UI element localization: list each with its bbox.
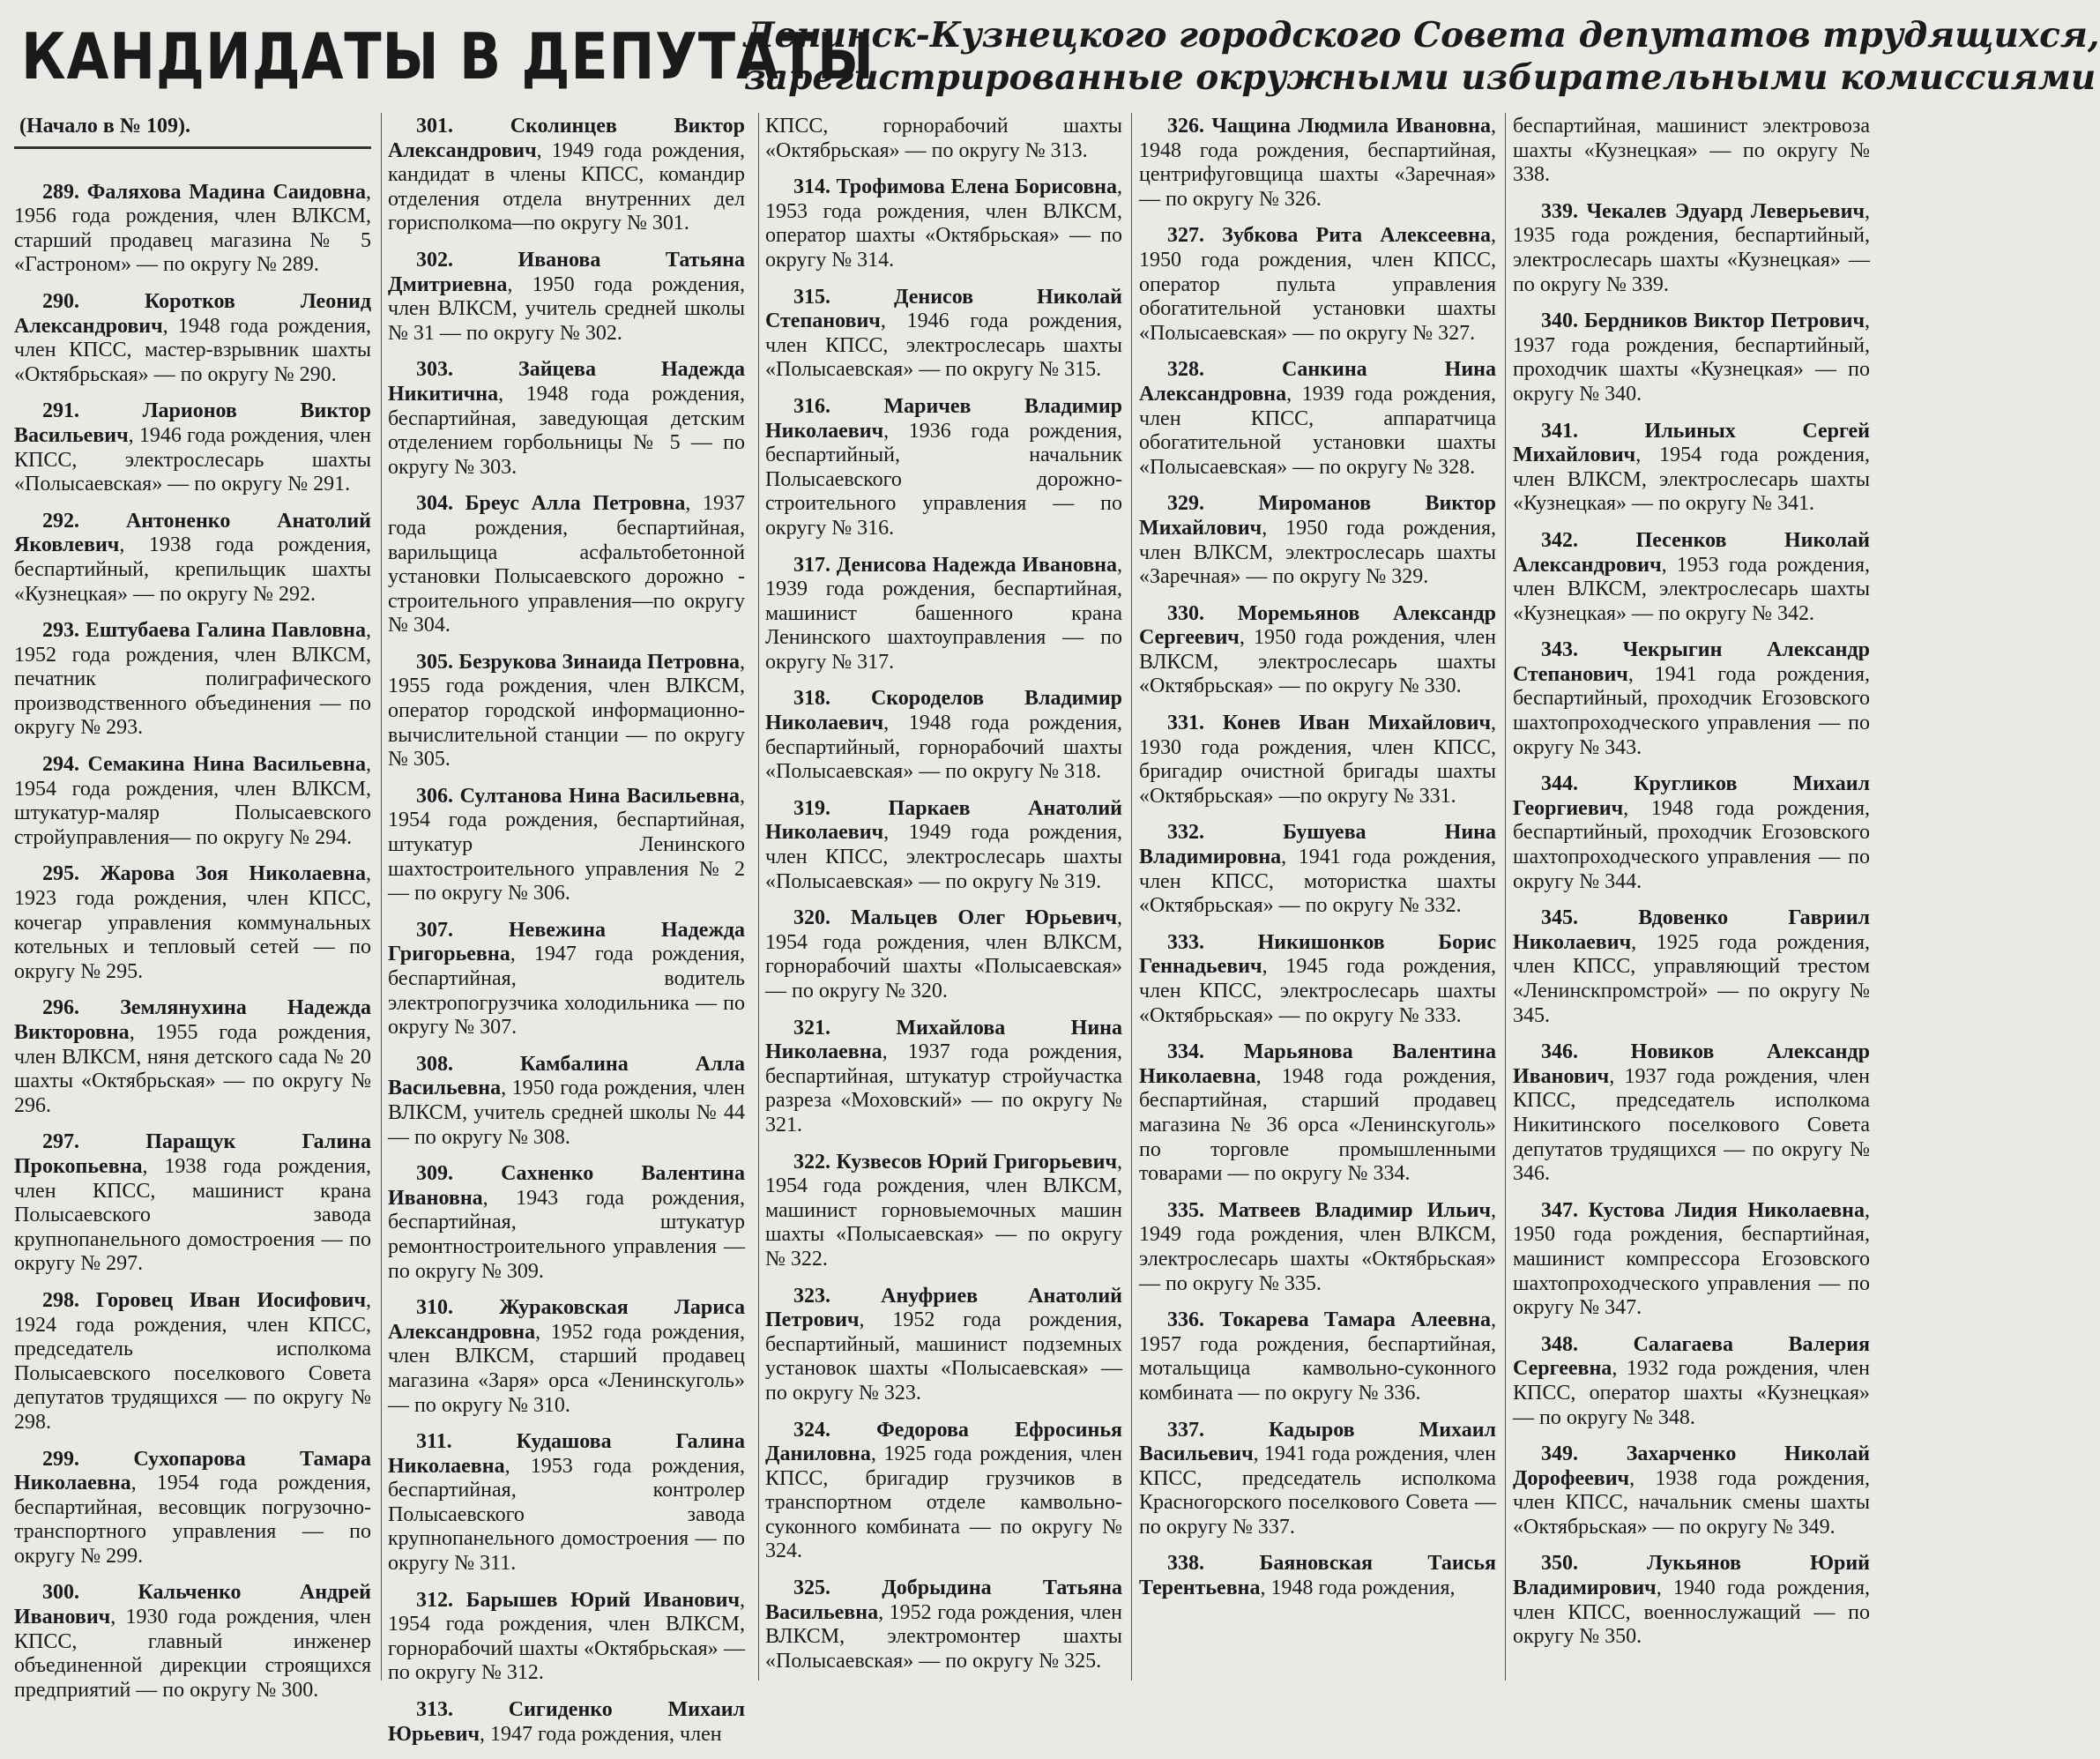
candidate-entry: [765, 175, 1122, 272]
entry-number: 300.: [42, 1581, 138, 1605]
candidate-entry: [388, 1698, 745, 1747]
candidate-name: Зайцева Надежда Никитична: [388, 358, 745, 406]
candidate-details: , 1937 года рождения, член КПСС, председатель исполкома Никитинского поселкового Совета депутатов трудящихся — по округу № 346.: [1513, 1064, 1870, 1186]
entry-number: 333.: [1167, 930, 1258, 954]
candidate-details: , 1938 года рождения, член КПСС, начальник смены шахты «Октябрьская» — по округу № 349.: [1513, 1466, 1870, 1539]
candidate-name: Вдовенко Гавриил Николаевич: [1513, 906, 1870, 954]
candidate-name: Мироманов Виктор Михайлович: [1139, 492, 1497, 540]
candidate-entry: [1139, 1040, 1496, 1187]
candidate-details: , 1939 года рождения, беспартийная, машинист башенного крана Ленинского шахтоуправления — по округу № 317.: [765, 553, 1123, 674]
candidate-details: , 1954 года рождения, член ВЛКСМ, электрослесарь шахты «Кузнецкая» — по округу № 341.: [1513, 443, 1870, 516]
candidate-name: Конев Иван Михайлович: [1222, 712, 1491, 735]
candidate-entry: [765, 554, 1122, 675]
candidate-name: Семакина Нина Васильевна: [87, 753, 366, 777]
candidate-entry: [1513, 1552, 1870, 1649]
continued-entry-text: беспартийная, машинист электровоза шахты «Кузнецкая» — по округу № 338.: [1513, 115, 1870, 187]
candidate-details: , 1957 года рождения, беспартийная, мотальщица камвольно-суконного комбината — по округу № 336.: [1139, 1308, 1497, 1405]
candidate-name: Трофимова Елена Борисовна: [836, 175, 1118, 199]
candidate-name: Ларионов Виктор Васильевич: [14, 399, 372, 447]
entry-number: 322.: [793, 1150, 837, 1174]
column-rule: [1505, 113, 1506, 1681]
candidate-entry: [388, 785, 745, 906]
candidate-entry: [14, 1130, 371, 1277]
candidate-entry: [1139, 358, 1496, 480]
candidate-name: Коротков Леонид Александрович: [14, 289, 371, 338]
entry-number: 339.: [1541, 199, 1587, 223]
candidate-name: Моремьянов Александр Сергеевич: [1139, 601, 1496, 650]
entry-number: 330.: [1167, 601, 1238, 625]
candidate-details: , 1923 года рождения, член КПСС, кочегар управления коммунальных котельных и тепловый сетей — по округу № 295.: [14, 862, 371, 983]
entry-number: 297.: [42, 1130, 146, 1154]
entry-number: 336.: [1167, 1308, 1220, 1332]
column-head-rule: [14, 146, 371, 149]
candidate-name: Кузвесов Юрий Григорьевич: [836, 1150, 1117, 1174]
column-3: [765, 115, 1122, 1686]
candidate-details: , 1947 года рождения, член: [480, 1722, 722, 1746]
entry-number: 315.: [793, 285, 894, 309]
candidate-name: Салагаева Валерия Сергеевна: [1513, 1332, 1871, 1381]
entry-number: 321.: [793, 1016, 897, 1040]
entry-number: 346.: [1541, 1040, 1631, 1064]
entry-number: 314.: [793, 175, 837, 199]
candidate-details: , 1936 года рождения, беспартийный, начальник Полысаевского дорожно-строительного управления — по округу № 316.: [765, 419, 1122, 540]
candidate-entry: [1513, 638, 1870, 760]
candidate-name: Сколинцев Виктор Александрович: [388, 115, 746, 162]
entry-number: 307.: [416, 918, 509, 942]
candidate-entry: [388, 919, 745, 1040]
candidate-name: Песенков Николай Александрович: [1513, 528, 1870, 577]
entry-number: 304.: [416, 492, 465, 516]
candidate-entry: [1139, 1199, 1496, 1296]
candidate-details: , 1925 года рождения, член КПСС, управляющий трестом «Ленинскпромстрой» — по округу № 345.: [1513, 930, 1870, 1027]
candidate-entry: [1139, 1308, 1496, 1405]
candidate-name: Токарева Тамара Алеевна: [1219, 1308, 1492, 1332]
candidate-details: , 1954 года рождения, беспартийная, штукатур Ленинского шахтостроительного управления № 2 — по округу № 306.: [388, 784, 745, 906]
entry-number: 326.: [1167, 115, 1212, 138]
candidate-details: , 1924 года рождения, член КПСС, председатель исполкома Полысаевского поселкового Совета депутатов трудящихся — по округу № 298.: [14, 1288, 371, 1434]
entry-number: 306.: [416, 784, 460, 808]
entry-number: 347.: [1541, 1198, 1589, 1222]
candidate-entry: [765, 687, 1122, 784]
candidate-entry: [14, 1289, 371, 1435]
candidate-entry: [388, 1430, 745, 1576]
entry-number: 323.: [793, 1284, 882, 1308]
entry-number: 329.: [1167, 492, 1259, 516]
candidate-name: Кудашова Галина Николаевна: [388, 1430, 745, 1478]
candidate-details: , 1946 года рождения, член КПСС, электрослесарь шахты «Полысаевская» — по округу № 291.: [14, 423, 371, 496]
entry-number: 341.: [1541, 419, 1645, 443]
candidate-details: , 1953 года рождения, беспартийная, контролер Полысаевского завода крупнопанельного домостроения — по округу № 311.: [388, 1454, 745, 1576]
continuation-note: (Начало в № 109).: [19, 115, 190, 138]
candidate-entry: [1139, 821, 1496, 918]
candidate-name: Горовец Иван Иосифович: [95, 1288, 366, 1312]
candidate-details: , 1956 года рождения, член ВЛКСМ, старший продавец магазина № 5 «Гастроном» — по округу № 289.: [14, 180, 371, 277]
candidate-entry: [765, 1285, 1122, 1406]
entry-number: 343.: [1541, 638, 1623, 662]
candidate-name: Камбалина Алла Васильевна: [388, 1052, 745, 1100]
column-rule: [758, 113, 759, 1681]
candidate-details: , 1949 года рождения, член КПСС, электрослесарь шахты «Полысаевская» — по округу № 319.: [765, 821, 1122, 893]
candidate-name: Никишонков Борис Геннадьевич: [1139, 930, 1496, 979]
candidate-entry: [1139, 492, 1496, 589]
entry-number: 337.: [1167, 1418, 1269, 1442]
candidate-details: , 1954 года рождения, член ВЛКСМ, штукатур-маляр Полысаевского стройуправления— по округу № 294.: [14, 753, 371, 849]
candidate-details: , 1950 года рождения, член ВЛКСМ, электрослесарь шахты «Заречная» — по округу № 329.: [1139, 516, 1496, 589]
candidate-name: Матвеев Владимир Ильич: [1218, 1198, 1491, 1222]
entry-number: 325.: [793, 1576, 882, 1600]
candidate-name: Султанова Нина Васильевна: [459, 784, 740, 808]
candidate-details: , 1941 года рождения, член КПСС, мотористка шахты «Октябрьская» — по округу № 332.: [1139, 846, 1496, 918]
entry-number: 342.: [1541, 528, 1636, 552]
entry-number: 301.: [416, 115, 510, 138]
candidate-entry: [388, 1589, 745, 1686]
candidate-details: , 1937 года рождения, беспартийный, проходчик шахты «Кузнецкая» — по округу № 340.: [1513, 309, 1870, 406]
entry-number: 296.: [42, 996, 121, 1020]
masthead: [21, 9, 2100, 108]
candidate-details: , 1955 года рождения, член ВЛКСМ, оператор городской информационно-вычислительной станции — по округу № 305.: [388, 650, 745, 771]
entry-number: 303.: [416, 358, 519, 382]
entry-number: 332.: [1167, 821, 1284, 845]
candidate-name: Кальченко Андрей Иванович: [14, 1581, 371, 1629]
candidate-name: Зубкова Рита Алексеевна: [1222, 224, 1492, 248]
candidate-name: Ештубаева Галина Павловна: [85, 619, 367, 643]
candidate-details: , 1954 года рождения, беспартийная, весовщик погрузочно-транспортного управления — по округу № 299.: [14, 1472, 371, 1568]
entry-number: 308.: [416, 1052, 520, 1076]
candidate-details: , 1949 года рождения, член ВЛКСМ, электрослесарь шахты «Октябрьская» — по округу № 335.: [1139, 1198, 1496, 1295]
candidate-name: Мальцев Олег Юрьевич: [850, 906, 1117, 930]
entry-number: 293.: [42, 619, 86, 643]
candidate-entry: [388, 651, 745, 772]
candidate-details: , 1952 года рождения, член ВЛКСМ, печатник полиграфического производственного объединения — по округу № 293.: [14, 619, 372, 740]
candidate-name: Невежина Надежда Григорьевна: [388, 918, 745, 966]
candidate-name: Сигиденко Михаил Юрьевич: [388, 1698, 745, 1746]
candidate-name: Скороделов Владимир Николаевич: [765, 687, 1122, 735]
candidate-entry: [1513, 309, 1870, 406]
candidate-entry: [1513, 200, 1870, 297]
candidate-name: Захарченко Николай Дорофеевич: [1513, 1442, 1870, 1490]
candidate-details: , 1952 года рождения, член ВЛКСМ, старший продавец магазина «Заря» орса «Ленинскуголь» — по округу № 310.: [388, 1320, 745, 1417]
candidate-entry: [388, 1162, 745, 1284]
candidate-details: , 1952 года рождения, член ВЛКСМ, электромонтер шахты «Полысаевская» — по округу № 325.: [765, 1600, 1122, 1673]
candidate-details: , 1950 года рождения, член ВЛКСМ, электрослесарь шахты «Октябрьская» — по округу № 330.: [1139, 626, 1496, 698]
candidate-details: , 1954 года рождения, член ВЛКСМ, горнорабочий шахты «Октябрьская» — по округу № 312.: [388, 1588, 745, 1685]
candidate-details: , 1943 года рождения, беспартийная, штукатур ремонтностроительного управления — по округу № 309.: [388, 1186, 745, 1283]
entry-number: 338.: [1167, 1552, 1260, 1576]
candidate-entry: [765, 286, 1122, 383]
column-rule: [1131, 113, 1132, 1681]
candidate-entry: [765, 1419, 1122, 1565]
candidate-entry: [14, 753, 371, 850]
entry-number: 292.: [42, 509, 126, 533]
entry-number: 302.: [416, 248, 518, 272]
candidate-entry: [765, 906, 1122, 1003]
candidate-entry: [1513, 420, 1870, 517]
subhead: [744, 14, 2100, 99]
candidate-details: , 1952 года рождения, беспартийный, машинист подземных установок шахты «Полысаевская» — по округу № 323.: [765, 1308, 1122, 1405]
entry-number: 312.: [416, 1588, 466, 1612]
candidate-details: , 1930 года рождения, член КПСС, бригадир очистной бригады шахты «Октябрьская» —по округу № 331.: [1139, 712, 1496, 808]
entry-number: 305.: [416, 650, 459, 674]
candidate-name: Антоненко Анатолий Яковлевич: [14, 509, 371, 557]
entry-number: 334.: [1167, 1040, 1244, 1064]
candidate-name: Ануфриев Анатолий Петрович: [765, 1284, 1122, 1332]
entry-number: 340.: [1541, 309, 1584, 333]
candidate-entry: [1139, 931, 1496, 1028]
entry-number: 331.: [1167, 712, 1223, 735]
candidate-name: Денисова Надежда Ивановна: [836, 553, 1118, 577]
candidate-details: , 1925 года рождения, член КПСС, бригадир грузчиков в транспортном отделе камвольно-суконного комбината — по округу № 324.: [765, 1442, 1122, 1563]
candidate-name: Добрыдина Татьяна Васильевна: [765, 1576, 1122, 1624]
candidate-entry: [14, 1581, 371, 1703]
column-2: [388, 115, 745, 1759]
candidate-entry: [14, 996, 371, 1118]
candidate-details: , 1946 года рождения, член КПСС, электрослесарь шахты «Полысаевская» — по округу № 315.: [765, 309, 1122, 382]
candidate-entry: [1139, 602, 1496, 699]
candidate-entry: [388, 1296, 745, 1418]
continued-entry-text: КПСС, горнорабочий шахты «Октябрьская» — по округу № 313.: [765, 115, 1122, 162]
entry-number: 313.: [416, 1698, 509, 1722]
candidate-entry: [14, 862, 371, 984]
candidate-entry: [1139, 115, 1496, 212]
candidate-name: Федорова Ефросинья Даниловна: [765, 1418, 1122, 1466]
entry-number: 344.: [1541, 772, 1635, 796]
candidate-entry: [1513, 1040, 1870, 1187]
column-5: [1513, 115, 1870, 1662]
candidate-entry: [1139, 1419, 1496, 1540]
candidate-entry: [14, 290, 371, 387]
entry-number: 324.: [793, 1418, 877, 1442]
candidate-name: Кадыров Михаил Васильевич: [1139, 1418, 1496, 1466]
candidate-entry: [1139, 1552, 1496, 1600]
candidate-name: Новиков Александр Иванович: [1513, 1040, 1870, 1088]
candidate-name: Бреус Алла Петровна: [465, 492, 686, 516]
entry-number: 294.: [42, 753, 88, 777]
column-1: [14, 115, 371, 1715]
candidate-details: , 1953 года рождения, член ВЛКСМ, электрослесарь шахты «Кузнецкая» — по округу № 342.: [1513, 553, 1870, 625]
subhead-line-1: Ленинск-Кузнецкого городского Совета депутатов трудящихся,: [744, 15, 2100, 56]
entry-number: 317.: [793, 553, 837, 577]
candidate-name: Лукьянов Юрий Владимирович: [1513, 1552, 1870, 1600]
candidate-entry: [1513, 1442, 1870, 1539]
candidate-entry: [765, 797, 1122, 894]
candidate-name: Иванова Татьяна Дмитриевна: [388, 248, 745, 296]
candidate-name: Бердников Виктор Петрович: [1583, 309, 1865, 333]
candidate-entry: [1139, 712, 1496, 809]
entry-number: 349.: [1541, 1442, 1627, 1466]
candidate-name: Жураковская Лариса Александровна: [388, 1296, 745, 1344]
candidate-name: Баяновская Таисья Терентьевна: [1139, 1552, 1496, 1600]
entry-number: 310.: [416, 1296, 500, 1320]
candidate-entry: [388, 249, 745, 346]
entry-number: 295.: [42, 862, 101, 886]
column-rule: [381, 113, 382, 1681]
headline: КАНДИДАТЫ В ДЕПУТАТЫ: [21, 19, 875, 93]
candidate-entry: [1513, 772, 1870, 894]
candidate-details: , 1947 года рождения, беспартийная, водитель электропогрузчика холодильника — по округу № 307.: [388, 943, 745, 1040]
candidate-entry: [14, 181, 371, 278]
candidate-details: , 1939 года рождения, член КПСС, аппаратчица обогатительной установки шахты «Полысаевская» — по округу № 328.: [1139, 382, 1496, 479]
candidate-name: Чекрыгин Александр Степанович: [1513, 638, 1870, 686]
candidate-name: Паращук Галина Прокопьевна: [14, 1130, 371, 1178]
candidate-name: Кругликов Михаил Георгиевич: [1513, 772, 1870, 820]
candidate-details: , 1948 года рождения, беспартийная, старший продавец магазина № 36 орса «Ленинскуголь» по торговле промышленными товарами — по округу № 334.: [1139, 1064, 1496, 1186]
candidate-entry: [1513, 906, 1870, 1028]
candidate-name: Жарова Зоя Николаевна: [100, 862, 366, 886]
candidate-details: , 1950 года рождения, член ВЛКСМ, учитель средней школы № 44 — по округу № 308.: [388, 1077, 745, 1149]
entry-number: 350.: [1541, 1552, 1647, 1576]
candidate-details: , 1948 года рождения, беспартийная, заведующая детским отделением горбольницы № 5 — по округу № 303.: [388, 382, 745, 479]
candidate-entry: [14, 510, 371, 607]
column-4: [1139, 115, 1496, 1614]
candidate-entry: [1139, 224, 1496, 346]
candidate-name: Кустова Лидия Николаевна: [1588, 1198, 1865, 1222]
candidate-entry: [388, 1053, 745, 1150]
candidate-details: , 1954 года рождения, член ВЛКСМ, машинист горновыемочных машин шахты «Полысаевская» — по округу № 322.: [765, 1150, 1122, 1271]
candidate-details: , 1955 года рождения, член ВЛКСМ, няня детского сада № 20 шахты «Октябрьская» — по округу № 296.: [14, 1021, 371, 1117]
entry-number: 290.: [42, 289, 145, 313]
candidate-details: , 1950 года рождения, член ВЛКСМ, учитель средней школы № 31 — по округу № 302.: [388, 272, 745, 345]
candidate-name: Землянухина Надежда Викторовна: [14, 996, 372, 1044]
candidate-entry: [14, 1448, 371, 1569]
candidate-details: , 1948 года рождения, беспартийный, горнорабочий шахты «Полысаевская» — по округу № 318.: [765, 712, 1122, 784]
candidate-details: , 1948 года рождения, беспартийная, центрифуговщица шахты «Заречная» — по округу № 326.: [1139, 115, 1497, 211]
candidate-details: , 1940 года рождения, член КПСС, военнослужащий — по округу № 350.: [1513, 1576, 1870, 1649]
entry-number: 289.: [42, 180, 87, 204]
candidate-name: Фаляхова Мадина Саидовна: [86, 180, 366, 204]
candidate-name: Михайлова Нина Николаевна: [765, 1016, 1122, 1064]
candidate-name: Марьянова Валентина Николаевна: [1139, 1040, 1496, 1088]
candidate-name: Паркаев Анатолий Николаевич: [765, 796, 1122, 845]
candidate-entry: [14, 399, 371, 496]
candidate-details: , 1954 года рождения, член ВЛКСМ, горнорабочий шахты «Полысаевская» — по округу № 320.: [765, 906, 1122, 1002]
candidate-name: Санкина Нина Александровна: [1139, 358, 1496, 406]
entry-number: 348.: [1541, 1332, 1634, 1356]
candidate-details: , 1945 года рождения, член КПСС, электрослесарь шахты «Октябрьская» — по округу № 333.: [1139, 955, 1496, 1027]
candidate-details: , 1950 года рождения, член КПСС, оператор пульта управления обогатительной установки шахты «Полысаевская» — по округу № 327.: [1139, 224, 1497, 345]
entry-number: 291.: [42, 399, 143, 423]
candidate-entry: [765, 395, 1122, 541]
candidate-name: Маричев Владимир Николаевич: [765, 394, 1122, 443]
candidate-details: , 1949 года рождения, кандидат в члены КПСС, командир отделения отдела внутренних дел горисполкома—по округу № 301.: [388, 138, 745, 235]
candidate-details: , 1948 года рождения, беспартийный, проходчик Егозовского шахтопроходческого управления — по округу № 344.: [1513, 796, 1870, 893]
entry-number: 309.: [416, 1162, 502, 1186]
entry-number: 345.: [1541, 906, 1639, 930]
entry-number: 335.: [1167, 1198, 1219, 1222]
candidate-details: , 1948 года рождения,: [1260, 1576, 1456, 1600]
candidate-details: , 1937 года рождения, беспартийная, варильщица асфальтобетонной установки Полысаевского дорожно - строительного управления—по округу № 304.: [388, 492, 746, 637]
candidate-details: , 1953 года рождения, член ВЛКСМ, оператор шахты «Октябрьская» — по округу № 314.: [765, 175, 1123, 272]
candidate-details: , 1935 года рождения, беспартийный, электрослесарь шахты «Кузнецкая» — по округу № 339.: [1513, 199, 1870, 296]
candidate-entry: [388, 492, 745, 638]
candidate-name: Сухопарова Тамара Николаевна: [14, 1447, 371, 1495]
candidate-entry: [765, 1017, 1122, 1138]
candidate-entry: [1513, 1333, 1870, 1430]
entry-number: 299.: [42, 1447, 134, 1471]
entry-number: 319.: [793, 796, 889, 820]
candidate-entry: [14, 619, 371, 741]
candidate-entry: [1513, 1199, 1870, 1321]
candidate-details: , 1948 года рождения, член КПСС, мастер-взрывник шахты «Октябрьская» — по округу № 290.: [14, 314, 371, 386]
candidate-entry: [1513, 529, 1870, 626]
entry-number: 327.: [1167, 224, 1223, 248]
candidate-name: Бушуева Нина Владимировна: [1139, 821, 1497, 869]
candidate-entry: [765, 1151, 1122, 1272]
candidate-details: , 1937 года рождения, беспартийная, штукатур стройучастка разреза «Моховский» — по округу № 321.: [765, 1040, 1122, 1137]
entry-number: 311.: [416, 1430, 517, 1454]
candidate-details: , 1941 года рождения, член КПСС, председатель исполкома Красногорского поселкового Совета — по округу № 337.: [1139, 1442, 1496, 1539]
candidate-name: Сахненко Валентина Ивановна: [388, 1162, 746, 1210]
candidate-entry: [388, 115, 745, 236]
candidate-name: Ильиных Сергей Михайлович: [1513, 419, 1870, 467]
entry-number: 328.: [1167, 358, 1283, 382]
candidate-details: , 1930 года рождения, член КПСС, главный инженер объединенной дирекции строящихся предприятий — по округу № 300.: [14, 1606, 371, 1702]
candidate-entry: [388, 358, 745, 480]
entry-number: 318.: [793, 687, 871, 711]
candidate-details: , 1938 года рождения, член КПСС, машинист крана Полысаевского завода крупнопанельного домостроения — по округу № 297.: [14, 1154, 371, 1276]
candidate-name: Безрукова Зинаида Петровна: [458, 650, 740, 674]
entry-number: 298.: [42, 1288, 96, 1312]
entry-number: 320.: [793, 906, 851, 930]
candidate-name: Чащина Людмила Ивановна: [1211, 115, 1492, 138]
candidate-name: Барышев Юрий Иванович: [465, 1588, 740, 1612]
entry-number: 316.: [793, 394, 884, 418]
candidate-details: , 1950 года рождения, беспартийная, машинист компрессора Егозовского шахтопроходческого управления — по округу № 347.: [1513, 1198, 1870, 1320]
candidate-name: Денисов Николай Степанович: [765, 285, 1122, 333]
candidate-details: , 1938 года рождения, беспартийный, крепильщик шахты «Кузнецкая» — по округу № 292.: [14, 533, 371, 606]
candidate-details: , 1932 года рождения, член КПСС, оператор шахты «Кузнецкая» — по округу № 348.: [1513, 1357, 1870, 1429]
subhead-line-2: зарегистрированные окружными избирательными комиссиями: [744, 57, 2096, 98]
candidate-details: , 1941 года рождения, беспартийный, проходчик Егозовского шахтопроходческого управления — по округу № 343.: [1513, 662, 1870, 759]
candidate-name: Чекалев Эдуард Леверьевич: [1586, 199, 1865, 223]
candidate-entry: [765, 1576, 1122, 1673]
